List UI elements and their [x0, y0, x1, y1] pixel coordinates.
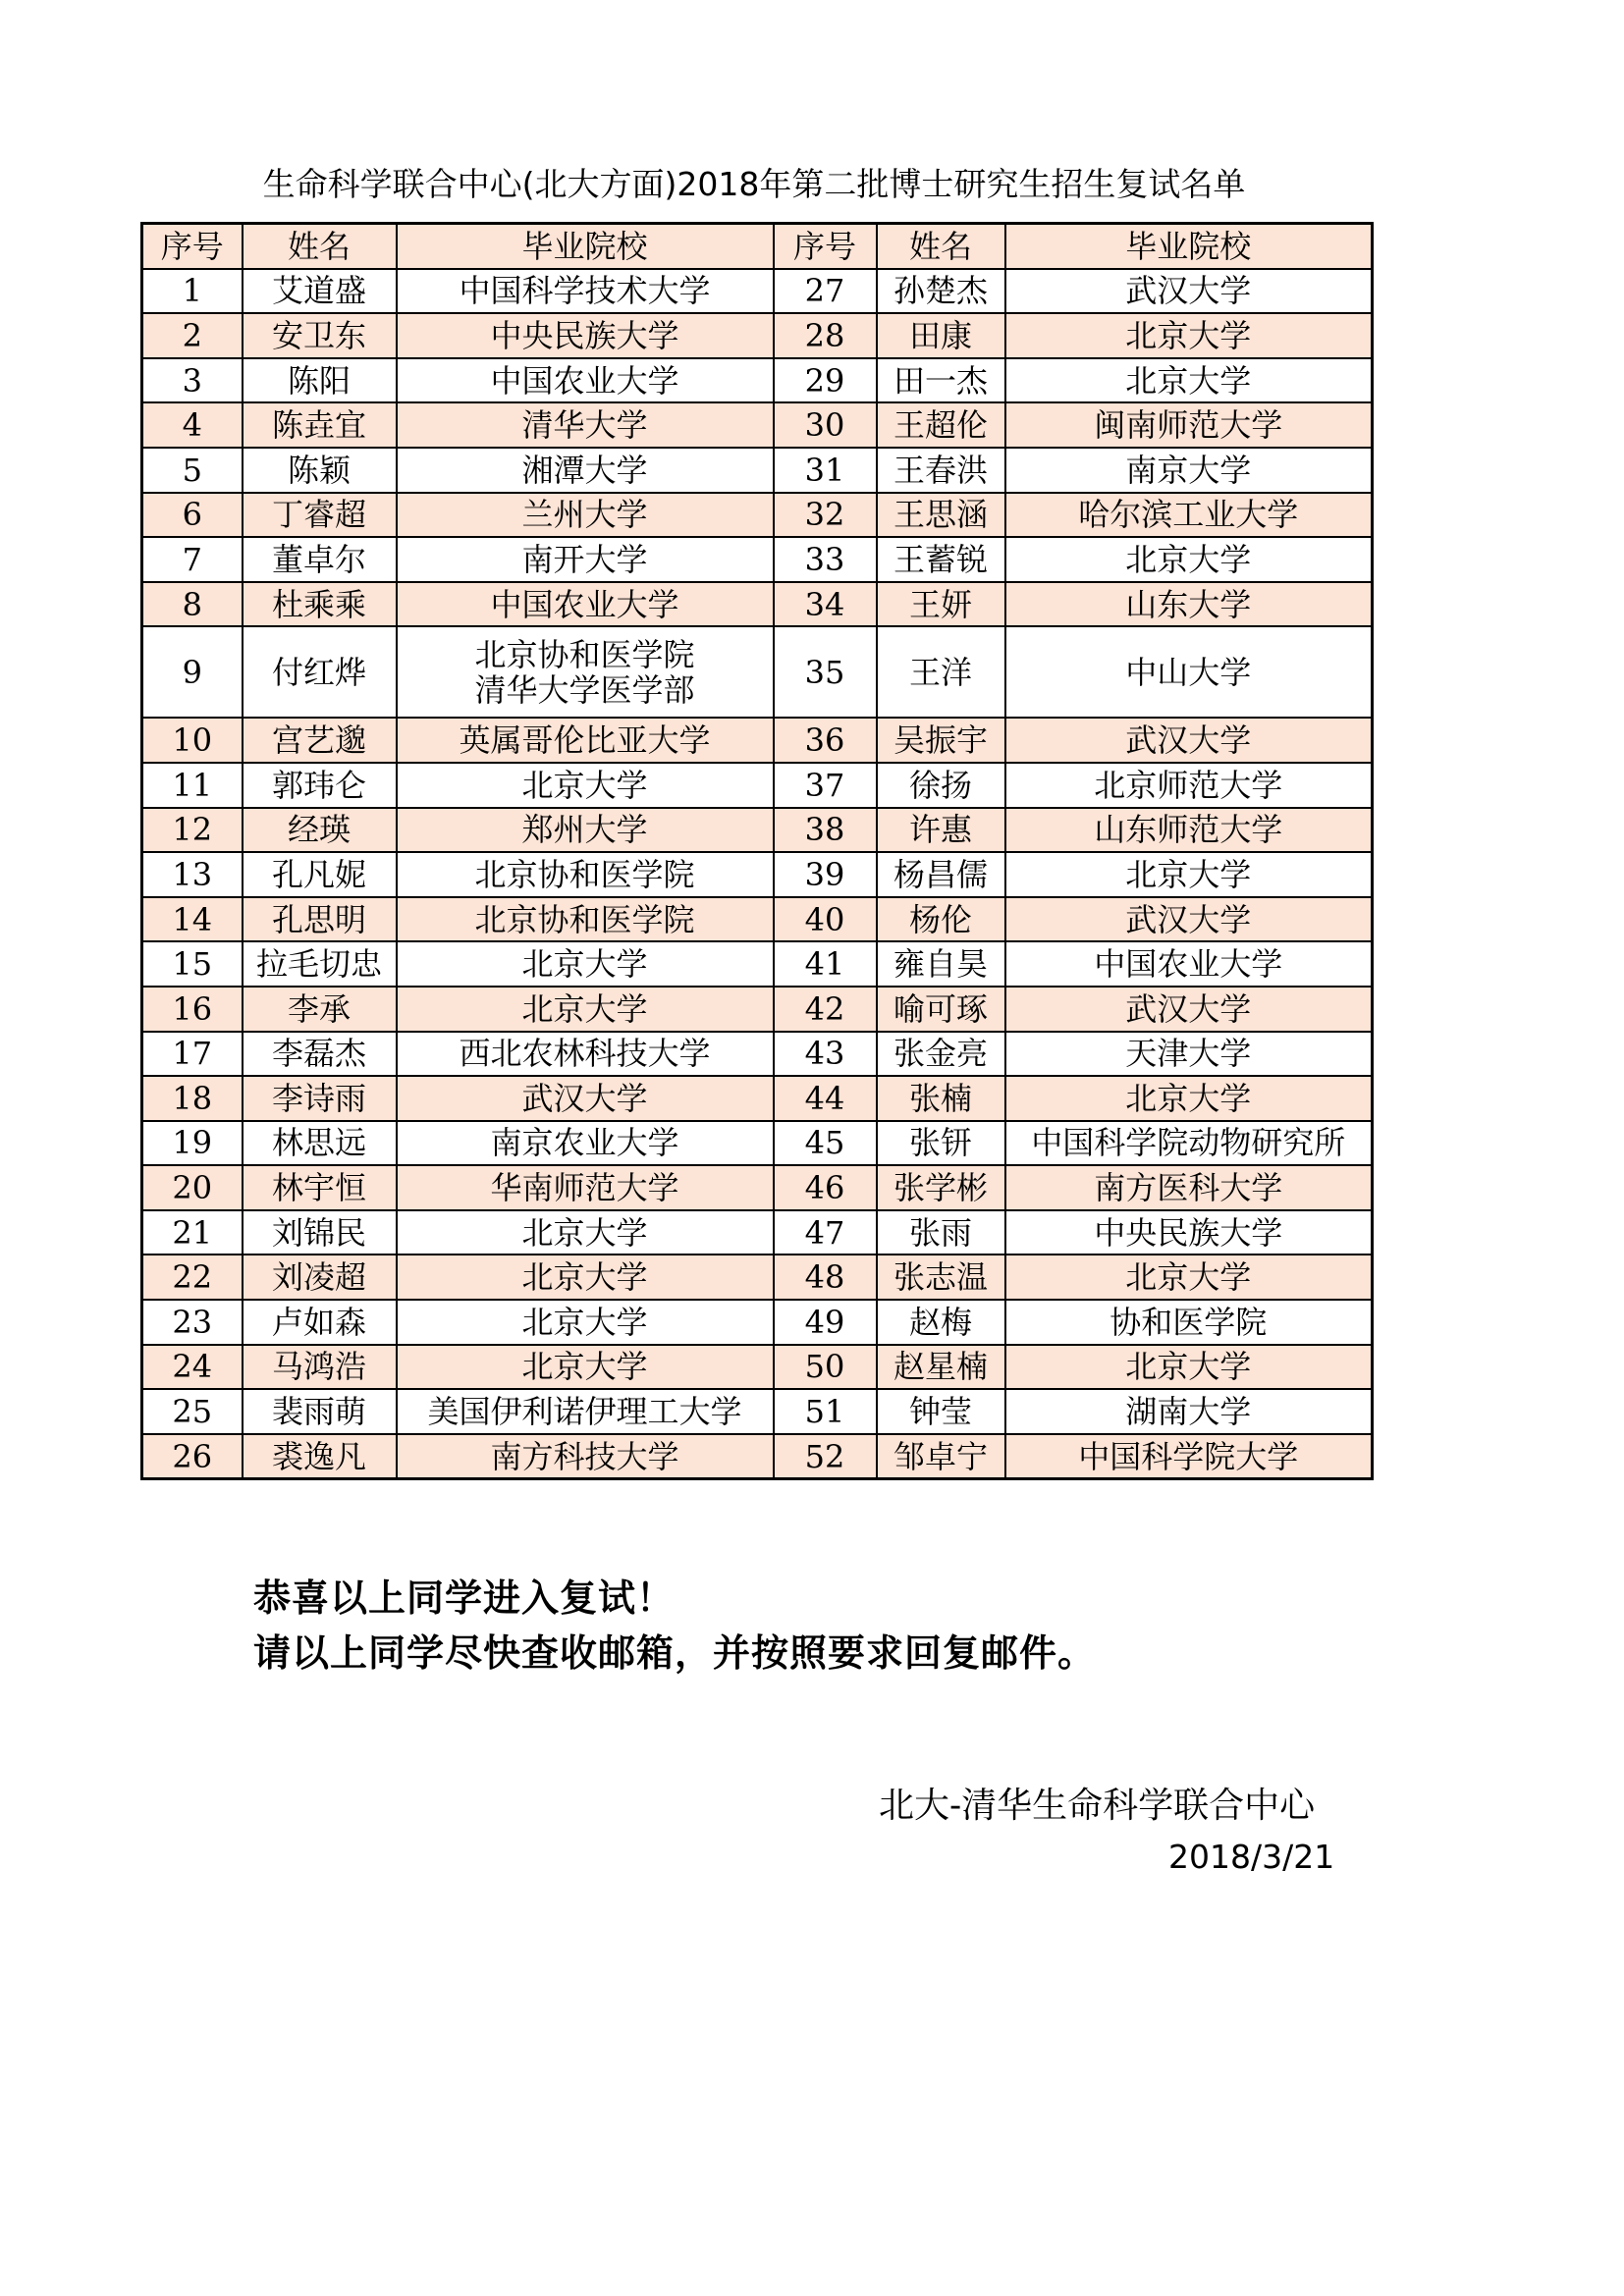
- school-cell: [1005, 718, 1373, 763]
- school-cell: [1005, 1076, 1373, 1121]
- school-name: 北京大学: [1125, 855, 1252, 893]
- school-cell: [1005, 313, 1373, 358]
- school-name: 北京大学: [521, 1258, 648, 1297]
- school-name: 华南师范大学: [490, 1169, 679, 1207]
- school-name: 北京师范大学: [1094, 766, 1283, 804]
- school-cell: [1005, 1165, 1373, 1210]
- number-cell: 7: [142, 537, 243, 582]
- school-cell: [397, 582, 774, 627]
- column-header-school: 毕业院校: [397, 224, 774, 269]
- table-row: [142, 718, 1373, 763]
- school-name: 南开大学: [521, 540, 648, 578]
- school-cell: [1005, 1255, 1373, 1300]
- number-cell: 28: [774, 313, 877, 358]
- school-name: 中国农业大学: [490, 585, 679, 623]
- number-cell: 18: [142, 1076, 243, 1121]
- table-row: [142, 626, 1373, 718]
- number-cell: 48: [774, 1255, 877, 1300]
- school-cell: [1005, 987, 1373, 1032]
- school-cell: [1005, 448, 1373, 493]
- school-cell: [397, 897, 774, 942]
- school-cell: [1005, 537, 1373, 582]
- school-cell: [397, 852, 774, 897]
- school-cell: [397, 358, 774, 403]
- number-cell: 46: [774, 1165, 877, 1210]
- name-cell: 赵梅: [877, 1300, 1005, 1345]
- table-row: [142, 448, 1373, 493]
- table-row: [142, 897, 1373, 942]
- table-row: [142, 1389, 1373, 1434]
- school-name: 北京大学: [1125, 361, 1252, 400]
- table-row: [142, 269, 1373, 314]
- number-cell: 6: [142, 493, 243, 538]
- name-cell: 李诗雨: [243, 1076, 397, 1121]
- school-cell: [1005, 852, 1373, 897]
- table-row: [142, 808, 1373, 853]
- school-name: 南方医科大学: [1094, 1169, 1283, 1207]
- column-header-school: 毕业院校: [1005, 224, 1373, 269]
- school-cell: [1005, 1121, 1373, 1166]
- number-cell: 32: [774, 493, 877, 538]
- school-name: 中国科学院大学: [1078, 1437, 1299, 1475]
- school-cell: [397, 269, 774, 314]
- name-cell: 刘凌超: [243, 1255, 397, 1300]
- organization-signature: 北大-清华生命科学联合中心: [879, 1786, 1316, 1826]
- school-cell: [397, 808, 774, 853]
- school-name: 北京大学: [521, 1303, 648, 1341]
- number-cell: 23: [142, 1300, 243, 1345]
- school-cell: [397, 537, 774, 582]
- name-cell: 张楠: [877, 1076, 1005, 1121]
- name-cell: 李磊杰: [243, 1032, 397, 1077]
- number-cell: 15: [142, 941, 243, 987]
- name-cell: 吴振宇: [877, 718, 1005, 763]
- school-name: 南京大学: [1125, 451, 1252, 489]
- name-cell: 张志温: [877, 1255, 1005, 1300]
- column-header-name: 姓名: [243, 224, 397, 269]
- school-cell: [397, 1165, 774, 1210]
- school-name: 北京大学: [521, 766, 648, 804]
- name-cell: 张雨: [877, 1210, 1005, 1255]
- name-cell: 裴雨萌: [243, 1389, 397, 1434]
- school-name: 协和医学院: [1110, 1303, 1268, 1341]
- school-name: 北京大学: [521, 1348, 648, 1386]
- school-name: 中国科学院动物研究所: [1031, 1124, 1346, 1162]
- name-cell: 赵星楠: [877, 1345, 1005, 1390]
- table-row: [142, 313, 1373, 358]
- number-cell: 43: [774, 1032, 877, 1077]
- school-name: 湖南大学: [1125, 1393, 1252, 1431]
- name-cell: 杜乘乘: [243, 582, 397, 627]
- number-cell: 39: [774, 852, 877, 897]
- table-row: [142, 1300, 1373, 1345]
- table-row: [142, 582, 1373, 627]
- school-name: 北京大学: [521, 945, 648, 984]
- school-name: 北京大学: [1125, 1348, 1252, 1386]
- number-cell: 2: [142, 313, 243, 358]
- school-name: 天津大学: [1125, 1035, 1252, 1073]
- school-name: 中国农业大学: [490, 361, 679, 400]
- number-cell: 24: [142, 1345, 243, 1390]
- number-cell: 21: [142, 1210, 243, 1255]
- table-row: [142, 1032, 1373, 1077]
- school-cell: [397, 313, 774, 358]
- school-cell: [1005, 897, 1373, 942]
- school-name: 北京大学: [521, 989, 648, 1028]
- table-row: [142, 402, 1373, 448]
- number-cell: 29: [774, 358, 877, 403]
- page-title: 生命科学联合中心(北大方面)2018年第二批博士研究生招生复试名单: [262, 165, 1246, 203]
- school-cell: [397, 1434, 774, 1479]
- name-cell: 张学彬: [877, 1165, 1005, 1210]
- number-cell: 38: [774, 808, 877, 853]
- school-cell: [1005, 941, 1373, 987]
- school-cell: [1005, 1210, 1373, 1255]
- number-cell: 12: [142, 808, 243, 853]
- number-cell: 36: [774, 718, 877, 763]
- school-cell: [397, 1121, 774, 1166]
- number-cell: 42: [774, 987, 877, 1032]
- name-cell: 王春洪: [877, 448, 1005, 493]
- name-cell: 宫艺邈: [243, 718, 397, 763]
- name-cell: 张钘: [877, 1121, 1005, 1166]
- school-cell: [397, 1210, 774, 1255]
- name-cell: 付红烨: [243, 626, 397, 718]
- school-name: 兰州大学: [521, 496, 648, 534]
- number-cell: 3: [142, 358, 243, 403]
- name-cell: 田一杰: [877, 358, 1005, 403]
- school-cell: [397, 1032, 774, 1077]
- school-name: 北京协和医学院: [474, 635, 695, 673]
- name-cell: 王超伦: [877, 402, 1005, 448]
- name-cell: 王妍: [877, 582, 1005, 627]
- number-cell: 30: [774, 402, 877, 448]
- table-header-row: [142, 224, 1373, 269]
- school-name: 北京大学: [1125, 1258, 1252, 1297]
- number-cell: 1: [142, 269, 243, 314]
- column-header-number: 序号: [774, 224, 877, 269]
- table-row: [142, 987, 1373, 1032]
- table-row: [142, 763, 1373, 808]
- table-row: [142, 1210, 1373, 1255]
- school-cell: [1005, 1032, 1373, 1077]
- table-row: [142, 1345, 1373, 1390]
- name-cell: 林宇恒: [243, 1165, 397, 1210]
- school-cell: [397, 448, 774, 493]
- number-cell: 14: [142, 897, 243, 942]
- number-cell: 10: [142, 718, 243, 763]
- name-cell: 邹卓宁: [877, 1434, 1005, 1479]
- school-name: 南京农业大学: [490, 1124, 679, 1162]
- column-header-number: 序号: [142, 224, 243, 269]
- number-cell: 51: [774, 1389, 877, 1434]
- school-name: 中国科学技术大学: [459, 272, 711, 310]
- number-cell: 41: [774, 941, 877, 987]
- name-cell: 杨伦: [877, 897, 1005, 942]
- number-cell: 5: [142, 448, 243, 493]
- signature-date: 2018/3/21: [1168, 1838, 1335, 1876]
- table-row: [142, 941, 1373, 987]
- interview-roster-table: [140, 222, 1374, 1480]
- school-name: 英属哥伦比亚大学: [459, 721, 711, 760]
- name-cell: 喻可琢: [877, 987, 1005, 1032]
- name-cell: 卢如森: [243, 1300, 397, 1345]
- number-cell: 4: [142, 402, 243, 448]
- school-cell: [1005, 582, 1373, 627]
- number-cell: 31: [774, 448, 877, 493]
- school-cell: [1005, 1389, 1373, 1434]
- school-name: 中央民族大学: [490, 316, 679, 354]
- table-row: [142, 537, 1373, 582]
- school-name: 武汉大学: [1125, 989, 1252, 1028]
- school-cell: [1005, 1300, 1373, 1345]
- number-cell: 22: [142, 1255, 243, 1300]
- number-cell: 26: [142, 1434, 243, 1479]
- notice-text: [253, 1571, 1096, 1681]
- table-row: [142, 1255, 1373, 1300]
- school-name: 武汉大学: [1125, 272, 1252, 310]
- name-cell: 经瑛: [243, 808, 397, 853]
- school-cell: [397, 1389, 774, 1434]
- number-cell: 37: [774, 763, 877, 808]
- number-cell: 19: [142, 1121, 243, 1166]
- name-cell: 陈阳: [243, 358, 397, 403]
- school-cell: [397, 402, 774, 448]
- school-name: 山东师范大学: [1094, 811, 1283, 849]
- name-cell: 孙楚杰: [877, 269, 1005, 314]
- number-cell: 47: [774, 1210, 877, 1255]
- school-name: 北京协和医学院: [474, 855, 695, 893]
- notice-line: 请以上同学尽快查收邮箱，并按照要求回复邮件。: [253, 1630, 1097, 1675]
- school-cell: [397, 1300, 774, 1345]
- name-cell: 马鸿浩: [243, 1345, 397, 1390]
- school-name: 武汉大学: [521, 1079, 648, 1117]
- table-row: [142, 1076, 1373, 1121]
- school-name: 北京协和医学院: [474, 900, 695, 938]
- table-row: [142, 1121, 1373, 1166]
- number-cell: 16: [142, 987, 243, 1032]
- name-cell: 裘逸凡: [243, 1434, 397, 1479]
- name-cell: 陈垚宜: [243, 402, 397, 448]
- number-cell: 11: [142, 763, 243, 808]
- school-name: 北京大学: [1125, 316, 1252, 354]
- school-cell: [1005, 358, 1373, 403]
- school-cell: [397, 718, 774, 763]
- number-cell: 40: [774, 897, 877, 942]
- number-cell: 27: [774, 269, 877, 314]
- name-cell: 许惠: [877, 808, 1005, 853]
- name-cell: 李承: [243, 987, 397, 1032]
- name-cell: 丁睿超: [243, 493, 397, 538]
- name-cell: 董卓尔: [243, 537, 397, 582]
- number-cell: 34: [774, 582, 877, 627]
- number-cell: 45: [774, 1121, 877, 1166]
- number-cell: 50: [774, 1345, 877, 1390]
- name-cell: 孔凡妮: [243, 852, 397, 897]
- number-cell: 9: [142, 626, 243, 718]
- school-name: 清华大学医学部: [474, 670, 695, 709]
- number-cell: 13: [142, 852, 243, 897]
- school-name: 武汉大学: [1125, 900, 1252, 938]
- school-cell: [397, 1345, 774, 1390]
- school-cell: [1005, 626, 1373, 718]
- school-cell: [397, 493, 774, 538]
- school-cell: [1005, 1434, 1373, 1479]
- name-cell: 安卫东: [243, 313, 397, 358]
- school-name: 北京大学: [521, 1213, 648, 1252]
- school-cell: [397, 626, 774, 718]
- school-cell: [397, 763, 774, 808]
- table-row: [142, 852, 1373, 897]
- number-cell: 25: [142, 1389, 243, 1434]
- name-cell: 郭玮仑: [243, 763, 397, 808]
- school-name: 闽南师范大学: [1094, 406, 1283, 445]
- name-cell: 田康: [877, 313, 1005, 358]
- number-cell: 8: [142, 582, 243, 627]
- school-name: 中山大学: [1125, 653, 1252, 691]
- school-cell: [1005, 269, 1373, 314]
- number-cell: 17: [142, 1032, 243, 1077]
- table-row: [142, 1434, 1373, 1479]
- name-cell: 孔思明: [243, 897, 397, 942]
- name-cell: 雍自昊: [877, 941, 1005, 987]
- school-cell: [397, 941, 774, 987]
- number-cell: 33: [774, 537, 877, 582]
- number-cell: 20: [142, 1165, 243, 1210]
- number-cell: 35: [774, 626, 877, 718]
- school-cell: [397, 1076, 774, 1121]
- school-cell: [1005, 493, 1373, 538]
- school-name: 清华大学: [521, 406, 648, 445]
- table-row: [142, 493, 1373, 538]
- school-name: 美国伊利诺伊理工大学: [427, 1393, 742, 1431]
- school-name: 北京大学: [1125, 1079, 1252, 1117]
- number-cell: 49: [774, 1300, 877, 1345]
- name-cell: 张金亮: [877, 1032, 1005, 1077]
- notice-line: 恭喜以上同学进入复试！: [253, 1575, 676, 1620]
- school-name: 郑州大学: [521, 811, 648, 849]
- table-row: [142, 358, 1373, 403]
- name-cell: 陈颖: [243, 448, 397, 493]
- school-name: 中央民族大学: [1094, 1213, 1283, 1252]
- school-name: 湘潭大学: [521, 451, 648, 489]
- name-cell: 王思涵: [877, 493, 1005, 538]
- school-cell: [1005, 402, 1373, 448]
- column-header-name: 姓名: [877, 224, 1005, 269]
- school-name: 中国农业大学: [1094, 945, 1283, 984]
- name-cell: 钟莹: [877, 1389, 1005, 1434]
- school-name: 哈尔滨工业大学: [1078, 496, 1299, 534]
- name-cell: 艾道盛: [243, 269, 397, 314]
- school-cell: [1005, 808, 1373, 853]
- name-cell: 王洋: [877, 626, 1005, 718]
- number-cell: 44: [774, 1076, 877, 1121]
- table-row: [142, 1165, 1373, 1210]
- school-cell: [397, 1255, 774, 1300]
- name-cell: 杨昌儒: [877, 852, 1005, 897]
- name-cell: 拉毛切忠: [243, 941, 397, 987]
- school-name: 山东大学: [1125, 585, 1252, 623]
- number-cell: 52: [774, 1434, 877, 1479]
- name-cell: 王蓄锐: [877, 537, 1005, 582]
- name-cell: 徐扬: [877, 763, 1005, 808]
- table-body: [142, 269, 1373, 1479]
- school-cell: [397, 987, 774, 1032]
- school-name: 南方科技大学: [490, 1437, 679, 1475]
- school-name: 西北农林科技大学: [459, 1035, 711, 1073]
- name-cell: 刘锦民: [243, 1210, 397, 1255]
- school-cell: [1005, 1345, 1373, 1390]
- school-name: 北京大学: [1125, 540, 1252, 578]
- school-cell: [1005, 763, 1373, 808]
- school-name: 武汉大学: [1125, 721, 1252, 760]
- name-cell: 林思远: [243, 1121, 397, 1166]
